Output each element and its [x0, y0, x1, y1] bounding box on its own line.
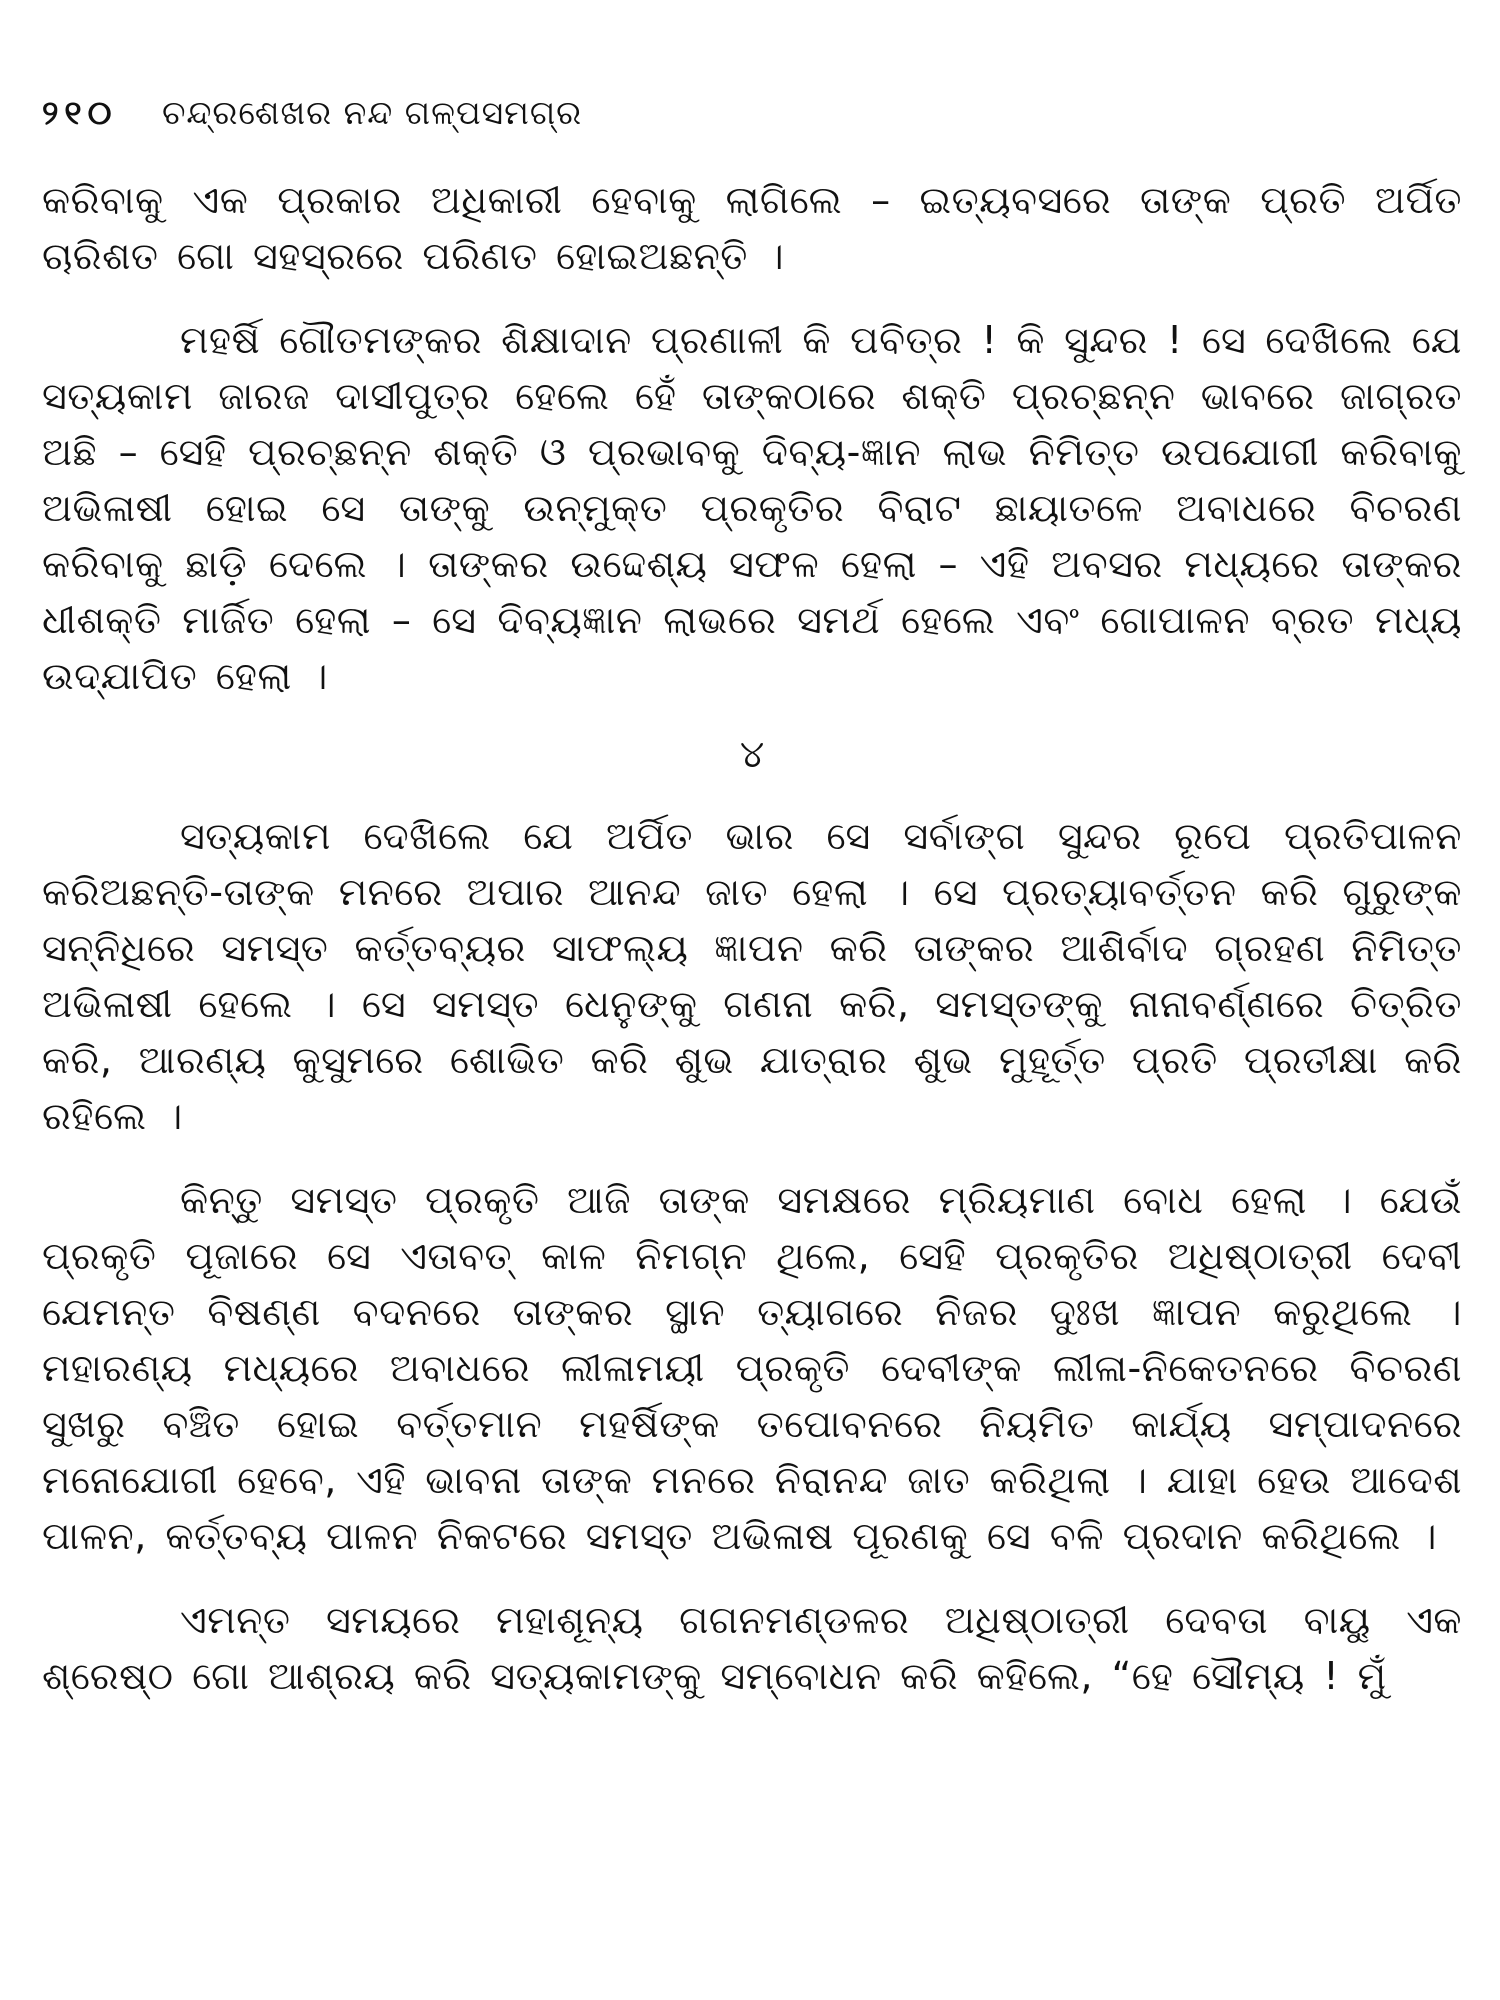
book-title: ଚନ୍ଦ୍ରଶେଖର ନନ୍ଦ ଗଳ୍ପସମଗ୍ର [162, 93, 583, 132]
page-number: ୨୧୦ [42, 93, 118, 132]
paragraph: ମହର୍ଷି ଗୌତମଙ୍କର ଶିକ୍ଷାଦାନ ପ୍ରଣାଳୀ କି ପବିତ୍ର ! କି ସୁନ୍ଦର ! ସେ ଦେଖିଲେ ଯେ ସତ୍ୟକାମ ଜାରଜ ଦାସୀପୁତ୍ର ହେଲେ ହେଁ ତାଙ୍କଠାରେ ଶକ୍ତି ପ୍ରଚ୍ଛନ୍ନ ଭାବରେ ଜାଗ୍ରତ ଅଛି – ସେହି ପ୍ରଚ୍ଛନ୍ନ ଶକ୍ତି ଓ ପ୍ରଭାବକୁ ଦିବ୍ୟ-ଜ୍ଞାନ ଲାଭ ନିମିତ୍ତ ଉପଯୋଗୀ କରିବାକୁ ଅଭିଳାଷୀ ହୋଇ ସେ ତାଙ୍କୁ ଉନ୍ମୁକ୍ତ ପ୍ରକୃତିର ବିରାଟ ଛାୟାତଳେ ଅବାଧରେ ବିଚରଣ କରିବାକୁ ଛାଡ଼ି ଦେଲେ । ତାଙ୍କର ଉଦ୍ଦେଶ୍ୟ ସଫଳ ହେଲା – ଏହି ଅବସର ମଧ୍ୟରେ ତାଙ୍କର ଧୀଶକ୍ତି ମାର୍ଜିତ ହେଲା – ସେ ଦିବ୍ୟଜ୍ଞାନ ଲାଭରେ ସମର୍ଥ ହେଲେ ଏବଂ ଗୋପାଳନ ବ୍ରତ ମଧ୍ୟ ଉଦ୍‌ଯାପିତ ହେଲା । [42, 318, 1462, 698]
paragraph: କିନ୍ତୁ ସମସ୍ତ ପ୍ରକୃତି ଆଜି ତାଙ୍କ ସମକ୍ଷରେ ମ୍ରିୟମାଣ ବୋଧ ହେଲା । ଯେଉଁ ପ୍ରକୃତି ପୂଜାରେ ସେ ଏତାବତ୍ କାଳ ନିମଗ୍ନ ଥିଲେ, ସେହି ପ୍ରକୃତିର ଅଧିଷ୍ଠାତ୍ରୀ ଦେବୀ ଯେମନ୍ତ ବିଷଣ୍ଣ ବଦନରେ ତାଙ୍କର ସ୍ଥାନ ତ୍ୟାଗରେ ନିଜର ଦୁଃଖ ଜ୍ଞାପନ କରୁଥିଲେ । ମହାରଣ୍ୟ ମଧ୍ୟରେ ଅବାଧରେ ଲୀଳାମୟୀ ପ୍ରକୃତି ଦେବୀଙ୍କ ଲୀଳା-ନିକେତନରେ ବିଚରଣ ସୁଖରୁ ବଞ୍ଚିତ ହୋଇ ବର୍ତ୍ତମାନ ମହର୍ଷିଙ୍କ ତପୋବନରେ ନିୟମିତ କାର୍ଯ୍ୟ ସମ୍ପାଦନରେ ମନୋଯୋଗୀ ହେବେ, ଏହି ଭାବନା ତାଙ୍କ ମନରେ ନିରାନନ୍ଦ ଜାତ କରିଥିଲା । ଯାହା ହେଉ ଆଦେଶ ପାଳନ, କର୍ତ୍ତବ୍ୟ ପାଳନ ନିକଟରେ ସମସ୍ତ ଅଭିଳାଷ ପୂରଣକୁ ସେ ବଳି ପ୍ରଦାନ କରିଥିଲେ । [42, 1178, 1462, 1558]
running-header [42, 88, 1442, 138]
paragraph: ସତ୍ୟକାମ ଦେଖିଲେ ଯେ ଅର୍ପିତ ଭାର ସେ ସର୍ବାଙ୍ଗ ସୁନ୍ଦର ରୂପେ ପ୍ରତିପାଳନ କରିଅଛନ୍ତି-ତାଙ୍କ ମନରେ ଅପାର ଆନନ୍ଦ ଜାତ ହେଲା । ସେ ପ୍ରତ୍ୟାବର୍ତ୍ତନ କରି ଗୁରୁଙ୍କ ସନ୍ନିଧିରେ ସମସ୍ତ କର୍ତ୍ତବ୍ୟର ସାଫଲ୍ୟ ଜ୍ଞାପନ କରି ତାଙ୍କର ଆଶିର୍ବାଦ ଗ୍ରହଣ ନିମିତ୍ତ ଅଭିଳାଷୀ ହେଲେ । ସେ ସମସ୍ତ ଧେନୁଙ୍କୁ ଗଣନା କରି, ସମସ୍ତଙ୍କୁ ନାନାବର୍ଣ୍ଣରେ ଚିତ୍ରିତ କରି, ଆରଣ୍ୟ କୁସୁମରେ ଶୋଭିତ କରି ଶୁଭ ଯାତ୍ରାର ଶୁଭ ମୁହୂର୍ତ୍ତ ପ୍ରତି ପ୍ରତୀକ୍ଷା କରି ରହିଲେ । [42, 814, 1462, 1138]
paragraph: ଏମନ୍ତ ସମୟରେ ମହାଶୂନ୍ୟ ଗଗନମଣ୍ଡଳର ଅଧିଷ୍ଠାତ୍ରୀ ଦେବତା ବାୟୁ ଏକ ଶ୍ରେଷ୍ଠ ଗୋ ଆଶ୍ରୟ କରି ସତ୍ୟକାମଙ୍କୁ ସମ୍ବୋଧନ କରି କହିଲେ, “ହେ ସୌମ୍ୟ ! ମୁଁ [42, 1598, 1462, 1698]
body-text [42, 172, 1462, 1704]
paragraph-continued: କରିବାକୁ ଏକ ପ୍ରକାର ଅଧିକାରୀ ହେବାକୁ ଲାଗିଲେ – ଇତ୍ୟବସରେ ତାଙ୍କ ପ୍ରତି ଅର୍ପିତ ଚାରିଶତ ଗୋ ସହସ୍ରରେ ପରିଣତ ହୋଇଅଛନ୍ତି । [42, 178, 1462, 278]
section-number: ୪ [739, 732, 765, 776]
